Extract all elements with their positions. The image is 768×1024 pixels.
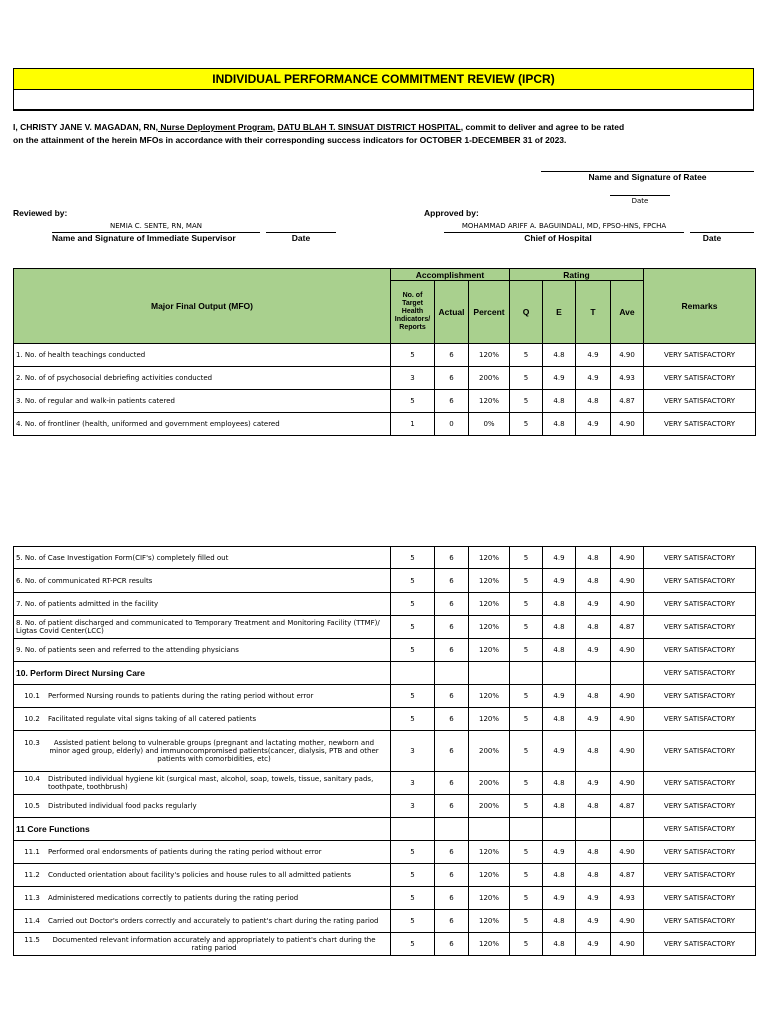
q-cell: 5 [510, 616, 543, 639]
commitment-prefix: I, CHRISTY JANE V. MAGADAN, RN, [13, 122, 158, 132]
t-cell: 4.9 [576, 344, 611, 367]
percent-cell: 120% [469, 910, 510, 933]
actual-cell: 6 [435, 390, 469, 413]
item-number: 10.4 [24, 775, 40, 783]
item-text: Distributed individual food packs regularly [48, 802, 197, 810]
e-cell: 4.9 [543, 547, 576, 569]
table-row [14, 841, 756, 864]
t-cell: 4.8 [576, 547, 611, 569]
ave-cell: 4.90 [611, 569, 644, 593]
mfo-cell [14, 569, 391, 593]
remarks-cell: VERY SATISFACTORY [644, 593, 756, 616]
header-actual: Actual [435, 281, 469, 344]
table-row [14, 547, 756, 569]
remarks-cell: VERY SATISFACTORY [644, 731, 756, 772]
mfo-cell [14, 841, 391, 864]
t-cell: 4.8 [576, 795, 611, 818]
percent-cell [469, 818, 510, 841]
mfo-cell [14, 367, 391, 390]
table-row [14, 772, 756, 795]
actual-cell: 0 [435, 413, 469, 436]
ave-cell: 4.90 [611, 639, 644, 662]
target-cell: 3 [391, 795, 435, 818]
actual-cell: 6 [435, 708, 469, 731]
supervisor-date-label: Date [291, 233, 311, 243]
commitment-box [13, 89, 754, 110]
percent-cell: 120% [469, 933, 510, 956]
item-text: Administered medications correctly to patients during the rating period [48, 894, 299, 902]
commitment-suffix: , commit to deliver and agree to be rated [460, 122, 625, 132]
target-cell: 1 [391, 413, 435, 436]
header-remarks: Remarks [644, 269, 756, 344]
actual-cell [435, 662, 469, 685]
q-cell: 5 [510, 685, 543, 708]
item-text: 2. No. of of psychosocial debriefing activities conducted [16, 374, 213, 382]
item-text: Performed oral endorsments of patients during the rating period without error [48, 848, 322, 856]
actual-cell: 6 [435, 367, 469, 390]
q-cell: 5 [510, 639, 543, 662]
e-cell: 4.9 [543, 887, 576, 910]
table-row [14, 864, 756, 887]
table-row [14, 887, 756, 910]
actual-cell: 6 [435, 731, 469, 772]
e-cell: 4.9 [543, 685, 576, 708]
section-row [14, 662, 756, 685]
item-number: 11.5 [24, 936, 40, 944]
t-cell [576, 818, 611, 841]
e-cell: 4.9 [543, 569, 576, 593]
percent-cell: 120% [469, 390, 510, 413]
target-cell: 5 [391, 569, 435, 593]
actual-cell: 6 [435, 569, 469, 593]
mfo-cell [14, 772, 391, 795]
remarks-cell: VERY SATISFACTORY [644, 887, 756, 910]
t-cell: 4.9 [576, 367, 611, 390]
table-row [14, 731, 756, 772]
actual-cell: 6 [435, 344, 469, 367]
section-title: 11 Core Functions [16, 824, 90, 834]
item-text: 4. No. of frontliner (health, uniformed and government employees) catered [16, 420, 280, 428]
header-percent: Percent [469, 281, 510, 344]
target-cell [391, 818, 435, 841]
mfo-cell [14, 685, 391, 708]
mfo-cell [14, 639, 391, 662]
actual-cell: 6 [435, 593, 469, 616]
actual-cell: 6 [435, 910, 469, 933]
remarks-cell: VERY SATISFACTORY [644, 910, 756, 933]
percent-cell: 120% [469, 569, 510, 593]
percent-cell: 120% [469, 593, 510, 616]
ave-cell: 4.90 [611, 344, 644, 367]
item-number: 10.2 [24, 715, 40, 723]
target-cell: 5 [391, 933, 435, 956]
header-mfo: Major Final Output (MFO) [14, 269, 391, 344]
ave-cell: 4.90 [611, 685, 644, 708]
commitment-top-rule [13, 110, 754, 111]
approver-role: Chief of Hospital [524, 233, 592, 243]
target-cell: 5 [391, 685, 435, 708]
percent-cell: 120% [469, 344, 510, 367]
actual-cell: 6 [435, 616, 469, 639]
percent-cell: 120% [469, 639, 510, 662]
item-text: Performed Nursing rounds to patients during the rating period without error [48, 692, 314, 700]
target-cell: 5 [391, 639, 435, 662]
item-text: 7. No. of patients admitted in the facility [16, 600, 159, 608]
ave-cell: 4.90 [611, 910, 644, 933]
actual-cell: 6 [435, 547, 469, 569]
ave-cell [611, 662, 644, 685]
remarks-cell: VERY SATISFACTORY [644, 344, 756, 367]
item-text: 3. No. of regular and walk-in patients catered [16, 397, 175, 405]
approver-name: MOHAMMAD ARIFF A. BAGUINDALI, MD, FPSO-HNS, FPCHA [461, 222, 667, 230]
remarks-cell: VERY SATISFACTORY [644, 616, 756, 639]
table-row [14, 569, 756, 593]
commitment-line-2: on the attainment of the herein MFOs in accordance with their corresponding success indicators for OCTOBER 1-DECEMBER 31 of 2023. [13, 135, 567, 145]
t-cell: 4.9 [576, 772, 611, 795]
document-title: INDIVIDUAL PERFORMANCE COMMITMENT REVIEW (IPCR) [13, 68, 754, 90]
e-cell: 4.8 [543, 933, 576, 956]
mfo-cell [14, 390, 391, 413]
target-cell: 5 [391, 887, 435, 910]
ratee-date-label: Date [631, 197, 649, 205]
table-row [14, 639, 756, 662]
e-cell: 4.9 [543, 841, 576, 864]
item-text: Conducted orientation about facility's policies and house rules to all admitted patients [48, 871, 352, 879]
actual-cell: 6 [435, 639, 469, 662]
header-rating: Rating [510, 269, 644, 281]
target-cell: 5 [391, 864, 435, 887]
mfo-cell [14, 708, 391, 731]
approver-date-label: Date [702, 233, 722, 243]
target-cell [391, 662, 435, 685]
percent-cell: 200% [469, 772, 510, 795]
item-text: 1. No. of health teachings conducted [16, 351, 146, 359]
ipcr-table-bottom [13, 546, 756, 956]
percent-cell: 0% [469, 413, 510, 436]
actual-cell: 6 [435, 887, 469, 910]
e-cell: 4.8 [543, 795, 576, 818]
table-row [14, 616, 756, 639]
table-row [14, 708, 756, 731]
item-text: Assisted patient belong to vulnerable groups (pregnant and lactating mother, newborn and minor aged group, elderly) and immunocompromised patients(cancer, dialysis, PTB and other patients with comorbidities, etc) [49, 739, 379, 763]
ave-cell: 4.90 [611, 547, 644, 569]
mfo-cell [14, 864, 391, 887]
ave-cell: 4.87 [611, 795, 644, 818]
target-cell: 5 [391, 344, 435, 367]
target-cell: 5 [391, 708, 435, 731]
header-q: Q [510, 281, 543, 344]
commitment-hospital: DATU BLAH T. SINSUAT DISTRICT HOSPITAL [277, 122, 461, 132]
ave-cell: 4.90 [611, 413, 644, 436]
item-text: Facilitated regulate vital signs taking of all catered patients [48, 715, 257, 723]
t-cell: 4.9 [576, 933, 611, 956]
mfo-cell [14, 616, 391, 639]
header-e: E [543, 281, 576, 344]
e-cell: 4.8 [543, 772, 576, 795]
q-cell: 5 [510, 795, 543, 818]
commitment-comma: , [272, 122, 276, 132]
q-cell: 5 [510, 841, 543, 864]
ave-cell: 4.87 [611, 390, 644, 413]
ave-cell: 4.87 [611, 864, 644, 887]
actual-cell: 6 [435, 772, 469, 795]
actual-cell: 6 [435, 933, 469, 956]
item-text: 6. No. of communicated RT-PCR results [16, 576, 153, 585]
ratee-date-line [610, 195, 670, 196]
item-text: Documented relevant information accurately and appropriately to patient's chart during the rating pariod [52, 936, 376, 952]
item-text: 8. No. of patient discharged and communicated to Temporary Treatment and Monitoring Facility (TTMF)/ Ligtas Covid Center(LCC) [16, 619, 380, 635]
item-text: Carried out Doctor's orders correctly and accurately to patient's chart during the rating pariod [48, 917, 379, 925]
e-cell: 4.8 [543, 390, 576, 413]
actual-cell: 6 [435, 841, 469, 864]
mfo-cell [14, 933, 391, 956]
target-cell: 5 [391, 547, 435, 569]
item-text: 5. No. of Case Investigation Form(CIF's) completely filled out [16, 553, 229, 562]
reviewed-by-label: Reviewed by: [13, 208, 68, 218]
item-number: 11.1 [24, 848, 40, 856]
target-cell: 5 [391, 593, 435, 616]
mfo-cell [14, 795, 391, 818]
percent-cell: 120% [469, 841, 510, 864]
e-cell: 4.8 [543, 639, 576, 662]
e-cell [543, 662, 576, 685]
approved-by-label: Approved by: [424, 208, 479, 218]
q-cell: 5 [510, 413, 543, 436]
section-row [14, 818, 756, 841]
remarks-cell: VERY SATISFACTORY [644, 864, 756, 887]
header-target: No. of Target Health Indicators/ Reports [391, 281, 435, 344]
item-text: 9. No. of patients seen and referred to the attending physicians [16, 646, 239, 654]
mfo-cell [14, 818, 391, 841]
q-cell: 5 [510, 772, 543, 795]
q-cell: 5 [510, 593, 543, 616]
t-cell: 4.8 [576, 685, 611, 708]
target-cell: 5 [391, 390, 435, 413]
ave-cell: 4.93 [611, 367, 644, 390]
e-cell: 4.8 [543, 593, 576, 616]
q-cell: 5 [510, 708, 543, 731]
mfo-cell [14, 547, 391, 569]
remarks-cell: VERY SATISFACTORY [644, 933, 756, 956]
ipcr-table-top [13, 268, 756, 436]
table-row [14, 593, 756, 616]
table-row [14, 795, 756, 818]
target-cell: 5 [391, 841, 435, 864]
percent-cell: 120% [469, 887, 510, 910]
mfo-cell [14, 413, 391, 436]
remarks-cell: VERY SATISFACTORY [644, 685, 756, 708]
t-cell: 4.9 [576, 639, 611, 662]
table-row [14, 413, 756, 436]
commitment-program: Nurse Deployment Program [158, 122, 273, 132]
header-accomplishment: Accomplishment [391, 269, 510, 281]
item-number: 10.3 [24, 739, 40, 747]
target-cell: 3 [391, 367, 435, 390]
e-cell: 4.9 [543, 367, 576, 390]
t-cell: 4.8 [576, 841, 611, 864]
q-cell: 5 [510, 887, 543, 910]
mfo-cell [14, 344, 391, 367]
commitment-line-1 [13, 122, 624, 132]
remarks-cell: VERY SATISFACTORY [644, 639, 756, 662]
remarks-cell: VERY SATISFACTORY [644, 662, 756, 685]
remarks-cell: VERY SATISFACTORY [644, 708, 756, 731]
percent-cell: 120% [469, 685, 510, 708]
e-cell [543, 818, 576, 841]
percent-cell [469, 662, 510, 685]
supervisor-role: Name and Signature of Immediate Supervisor [52, 233, 236, 243]
ave-cell: 4.93 [611, 887, 644, 910]
actual-cell [435, 818, 469, 841]
e-cell: 4.8 [543, 344, 576, 367]
percent-cell: 120% [469, 616, 510, 639]
header-ave: Ave [611, 281, 644, 344]
table-row [14, 685, 756, 708]
item-number: 11.2 [24, 871, 40, 879]
supervisor-name: NEMIA C. SENTE, RN, MAN [110, 222, 202, 230]
e-cell: 4.8 [543, 708, 576, 731]
table-row [14, 933, 756, 956]
item-number: 11.3 [24, 894, 40, 902]
ratee-label: Name and Signature of Ratee [588, 172, 707, 182]
table-row [14, 910, 756, 933]
percent-cell: 120% [469, 547, 510, 569]
mfo-cell [14, 887, 391, 910]
e-cell: 4.8 [543, 864, 576, 887]
remarks-cell: VERY SATISFACTORY [644, 772, 756, 795]
q-cell [510, 662, 543, 685]
percent-cell: 120% [469, 708, 510, 731]
section-title: 10. Perform Direct Nursing Care [16, 668, 145, 678]
mfo-cell [14, 731, 391, 772]
remarks-cell: VERY SATISFACTORY [644, 367, 756, 390]
target-cell: 3 [391, 772, 435, 795]
percent-cell: 200% [469, 367, 510, 390]
t-cell: 4.8 [576, 731, 611, 772]
mfo-cell [14, 910, 391, 933]
table-row [14, 367, 756, 390]
ave-cell: 4.90 [611, 772, 644, 795]
actual-cell: 6 [435, 685, 469, 708]
q-cell: 5 [510, 569, 543, 593]
remarks-cell: VERY SATISFACTORY [644, 413, 756, 436]
t-cell: 4.8 [576, 569, 611, 593]
percent-cell: 200% [469, 795, 510, 818]
remarks-cell: VERY SATISFACTORY [644, 547, 756, 569]
remarks-cell: VERY SATISFACTORY [644, 390, 756, 413]
e-cell: 4.8 [543, 616, 576, 639]
q-cell: 5 [510, 864, 543, 887]
q-cell: 5 [510, 933, 543, 956]
item-text: Distributed individual hygiene kit (surgical mast, alcohol, soap, towels, tissue, sanitary pads, toothpate, toothbrush) [48, 775, 374, 791]
target-cell: 5 [391, 910, 435, 933]
q-cell: 5 [510, 547, 543, 569]
actual-cell: 6 [435, 795, 469, 818]
target-cell: 5 [391, 616, 435, 639]
ave-cell [611, 818, 644, 841]
t-cell: 4.8 [576, 864, 611, 887]
t-cell: 4.8 [576, 616, 611, 639]
remarks-cell: VERY SATISFACTORY [644, 818, 756, 841]
e-cell: 4.8 [543, 910, 576, 933]
t-cell [576, 662, 611, 685]
t-cell: 4.8 [576, 390, 611, 413]
e-cell: 4.9 [543, 731, 576, 772]
ave-cell: 4.90 [611, 841, 644, 864]
t-cell: 4.9 [576, 413, 611, 436]
item-number: 10.1 [24, 692, 40, 700]
ave-cell: 4.90 [611, 933, 644, 956]
mfo-cell [14, 593, 391, 616]
header-t: T [576, 281, 611, 344]
percent-cell: 120% [469, 864, 510, 887]
remarks-cell: VERY SATISFACTORY [644, 795, 756, 818]
ave-cell: 4.90 [611, 731, 644, 772]
actual-cell: 6 [435, 864, 469, 887]
remarks-cell: VERY SATISFACTORY [644, 841, 756, 864]
q-cell [510, 818, 543, 841]
t-cell: 4.9 [576, 708, 611, 731]
ave-cell: 4.90 [611, 593, 644, 616]
ave-cell: 4.87 [611, 616, 644, 639]
item-number: 11.4 [24, 917, 40, 925]
q-cell: 5 [510, 367, 543, 390]
percent-cell: 200% [469, 731, 510, 772]
q-cell: 5 [510, 910, 543, 933]
table-row [14, 344, 756, 367]
target-cell: 3 [391, 731, 435, 772]
remarks-cell: VERY SATISFACTORY [644, 569, 756, 593]
mfo-cell [14, 662, 391, 685]
q-cell: 5 [510, 731, 543, 772]
t-cell: 4.9 [576, 593, 611, 616]
e-cell: 4.8 [543, 413, 576, 436]
ave-cell: 4.90 [611, 708, 644, 731]
t-cell: 4.9 [576, 887, 611, 910]
q-cell: 5 [510, 344, 543, 367]
table-row [14, 390, 756, 413]
t-cell: 4.9 [576, 910, 611, 933]
q-cell: 5 [510, 390, 543, 413]
item-number: 10.5 [24, 802, 40, 810]
